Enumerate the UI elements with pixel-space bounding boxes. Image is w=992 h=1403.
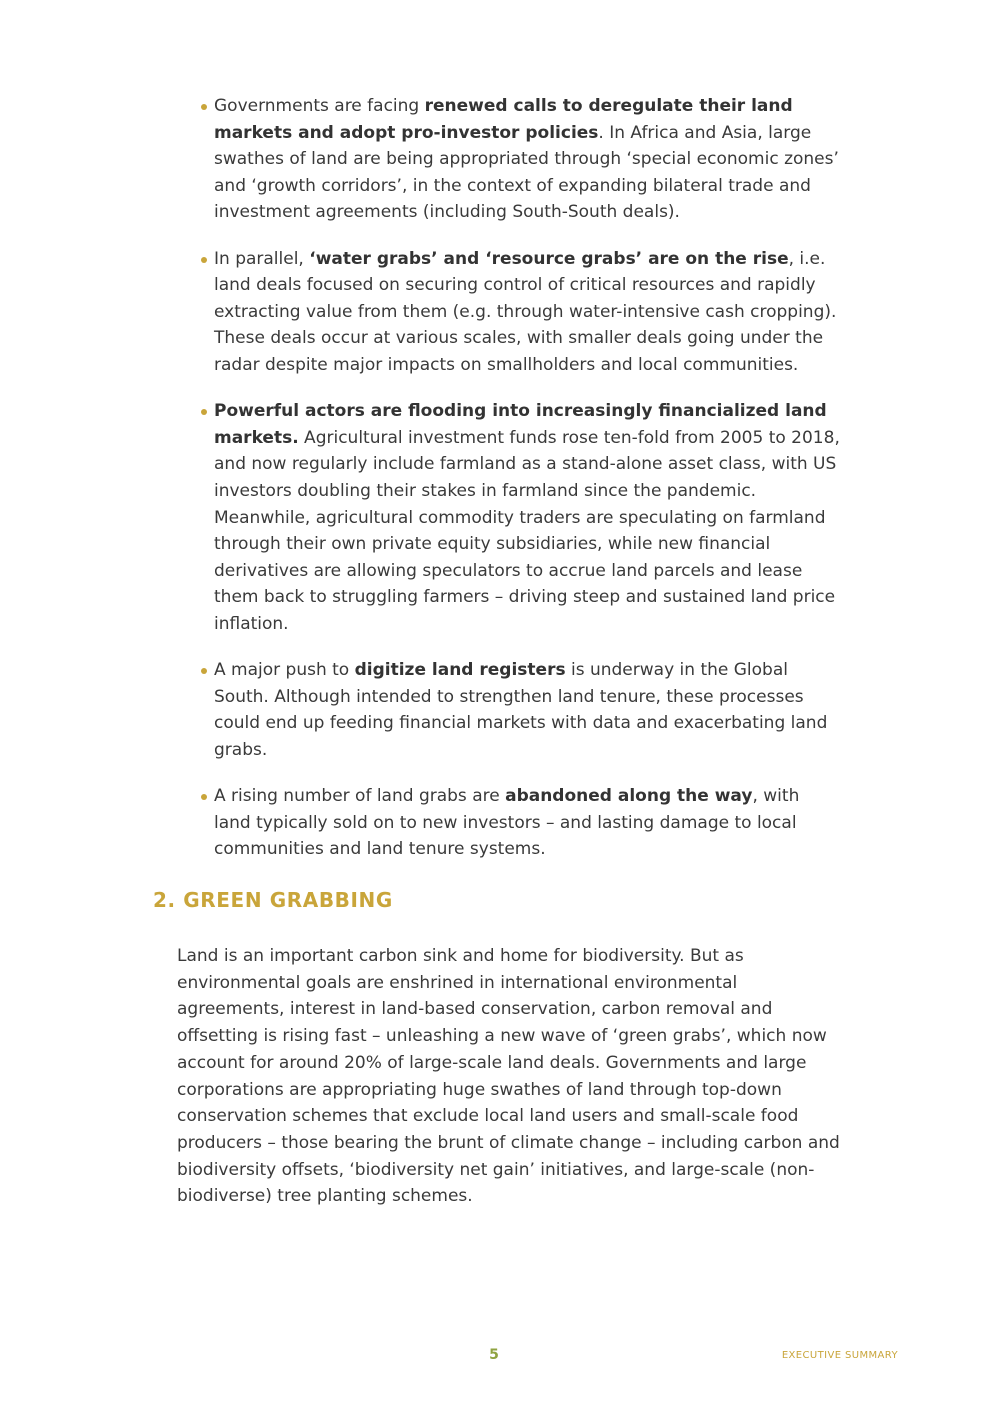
bullet-text: A major push to xyxy=(214,660,355,681)
bullet-bold-text: digitize land registers xyxy=(354,660,566,681)
bullet-text: , with land typically sold on to new investors – and lasting damage to local communities and land tenure systems. xyxy=(214,786,800,860)
bullet-bold-text: Powerful actors are flooding into increasingly financialized land markets. xyxy=(214,401,827,448)
bullet-item xyxy=(200,783,840,863)
bullet-bold-text: ‘water grabs’ and ‘resource grabs’ are on the rise xyxy=(309,248,789,269)
bullet-text: is underway in the Global South. Although intended to strengthen land tenure, these processes could end up feeding financial markets with data and exacerbating land grabs. xyxy=(214,660,828,760)
bullet-list xyxy=(200,93,840,882)
bullet-text: Governments are facing xyxy=(214,96,425,116)
bullet-item xyxy=(200,398,840,637)
bullet-text: . In Africa and Asia, large swathes of land are being appropriated through ‘special economic zones’ and ‘growth corridors’, in the context of expanding bilateral trade and investment agreements (including South-South deals). xyxy=(214,122,839,223)
bullet-text: In parallel, xyxy=(214,248,310,269)
running-footer-title: EXECUTIVE SUMMARY xyxy=(781,1350,898,1361)
bullet-item xyxy=(200,93,840,226)
section-heading: 2. GREEN GRABBING xyxy=(153,888,393,912)
section-body-paragraph: Land is an important carbon sink and home for biodiversity. But as environmental goals are enshrined in international environmental agreements, interest in land-based conservation, carbon removal and offsetting is rising fast – unleashing a new wave of ‘green grabs’, which now account for around 20% of large-scale land deals. Governments and large corporations are appropriating huge swathes of land through top-down conservation schemes that exclude local land users and small-scale food producers – those bearing the brunt of climate change – including carbon and biodiversity offsets, ‘biodiversity net gain’ initiatives, and large-scale (non-biodiverse) tree planting schemes. xyxy=(177,946,840,1207)
page-number: 5 xyxy=(489,1347,499,1363)
bullet-text: Agricultural investment funds rose ten-fold from 2005 to 2018, and now regularly include farmland as a stand-alone asset class, with US investors doubling their stakes in farmland since the pandemic. Meanwhile, agricultural commodity traders are speculating on farmland through their own private equity subsidiaries, while new financial derivatives are allowing speculators to accrue land parcels and lease them back to struggling farmers – driving steep and sustained land price inflation. xyxy=(214,427,840,634)
bullet-bold-text: abandoned along the way xyxy=(505,786,753,807)
bullet-item xyxy=(200,657,840,763)
bullet-item xyxy=(200,246,840,379)
bullet-text: , i.e. land deals focused on securing control of critical resources and rapidly extracting value from them (e.g. through water-intensive cash cropping). These deals occur at various scales, with smaller deals going under the radar despite major impacts on smallholders and local communities. xyxy=(214,248,837,375)
bullet-text: A rising number of land grabs are xyxy=(214,786,506,807)
bullet-bold-text: renewed calls to deregulate their land markets and adopt pro-investor policies xyxy=(214,96,793,143)
